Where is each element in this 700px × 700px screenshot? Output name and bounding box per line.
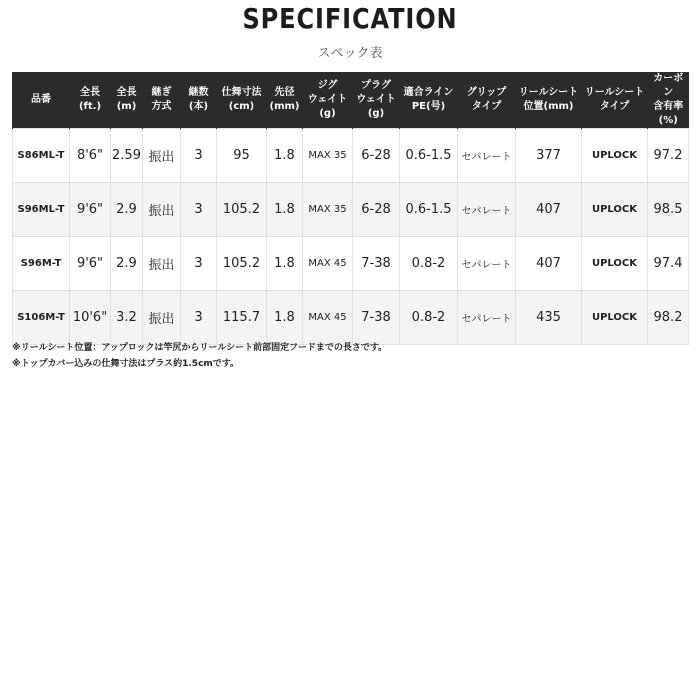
cell-carbon: 97.4	[648, 237, 689, 291]
header-length-ft: 全長 (ft.)	[70, 72, 111, 129]
cell-reel-seat-type: UPLOCK	[582, 129, 648, 183]
header-grip-type: グリップ タイプ	[458, 72, 516, 129]
cell-grip-type: セパレート	[458, 183, 516, 237]
cell-pieces: 3	[181, 183, 217, 237]
page-title: SPECIFICATION	[242, 2, 458, 35]
spec-table	[12, 72, 689, 345]
cell-length-m: 3.2	[111, 291, 143, 345]
cell-pieces: 3	[181, 129, 217, 183]
cell-tip-diameter: 1.8	[267, 237, 303, 291]
cell-length-ft: 9'6"	[70, 237, 111, 291]
cell-carbon: 98.5	[648, 183, 689, 237]
footnotes	[12, 340, 688, 372]
cell-jig-weight: MAX 45	[303, 237, 353, 291]
cell-reel-seat-type: UPLOCK	[582, 237, 648, 291]
table-row	[13, 129, 689, 183]
table-header-row	[13, 72, 689, 129]
cell-length-ft: 9'6"	[70, 183, 111, 237]
cell-reel-seat-position: 407	[516, 183, 582, 237]
header-line: 適合ライン PE(号)	[400, 72, 458, 129]
cell-joint-type: 振出	[143, 237, 181, 291]
header-jig-weight: ジグ ウェイト (g)	[303, 72, 353, 129]
cell-length-m: 2.9	[111, 183, 143, 237]
cell-line: 0.6-1.5	[400, 129, 458, 183]
cell-tip-diameter: 1.8	[267, 183, 303, 237]
cell-length-m: 2.9	[111, 237, 143, 291]
cell-grip-type: セパレート	[458, 237, 516, 291]
cell-pieces: 3	[181, 291, 217, 345]
header-closed-length: 仕舞寸法 (cm)	[217, 72, 267, 129]
cell-grip-type: セパレート	[458, 129, 516, 183]
cell-model: S86ML-T	[13, 129, 70, 183]
cell-carbon: 98.2	[648, 291, 689, 345]
cell-joint-type: 振出	[143, 183, 181, 237]
cell-model: S96ML-T	[13, 183, 70, 237]
cell-reel-seat-position: 407	[516, 237, 582, 291]
cell-closed-length: 105.2	[217, 183, 267, 237]
cell-jig-weight: MAX 35	[303, 129, 353, 183]
header-carbon: カーボン 含有率 (%)	[648, 72, 689, 129]
cell-reel-seat-position: 435	[516, 291, 582, 345]
footnote-top-cover: ※トップカバー込みの仕舞寸法はプラス約1.5cmです。	[12, 359, 240, 369]
cell-closed-length: 105.2	[217, 237, 267, 291]
cell-plug-weight: 7-38	[353, 291, 400, 345]
cell-line: 0.8-2	[400, 291, 458, 345]
cell-reel-seat-type: UPLOCK	[582, 183, 648, 237]
cell-model: S106M-T	[13, 291, 70, 345]
cell-length-ft: 8'6"	[70, 129, 111, 183]
cell-reel-seat-position: 377	[516, 129, 582, 183]
header-pieces: 継数 (本)	[181, 72, 217, 129]
header-joint-type: 継ぎ 方式	[143, 72, 181, 129]
header-reel-seat-type: リールシート タイプ	[582, 72, 648, 129]
cell-jig-weight: MAX 45	[303, 291, 353, 345]
cell-plug-weight: 6-28	[353, 129, 400, 183]
cell-jig-weight: MAX 35	[303, 183, 353, 237]
table-row	[13, 291, 689, 345]
cell-length-ft: 10'6"	[70, 291, 111, 345]
header-reel-seat-position: リールシート 位置(mm)	[516, 72, 582, 129]
table-row	[13, 183, 689, 237]
header-plug-weight: プラグ ウェイト (g)	[353, 72, 400, 129]
cell-length-m: 2.59	[111, 129, 143, 183]
header-model: 品番	[13, 72, 70, 129]
cell-tip-diameter: 1.8	[267, 291, 303, 345]
cell-reel-seat-type: UPLOCK	[582, 291, 648, 345]
cell-tip-diameter: 1.8	[267, 129, 303, 183]
cell-grip-type: セパレート	[458, 291, 516, 345]
header-tip-diameter: 先径 (mm)	[267, 72, 303, 129]
cell-plug-weight: 7-38	[353, 237, 400, 291]
cell-line: 0.8-2	[400, 237, 458, 291]
page-subtitle: スペック表	[317, 46, 383, 61]
table-row	[13, 237, 689, 291]
cell-joint-type: 振出	[143, 129, 181, 183]
cell-carbon: 97.2	[648, 129, 689, 183]
cell-line: 0.6-1.5	[400, 183, 458, 237]
footnote-reel-seat: ※リールシート位置：アップロックは竿尻からリールシート前部固定フードまでの長さです。	[12, 343, 388, 353]
cell-pieces: 3	[181, 237, 217, 291]
cell-closed-length: 95	[217, 129, 267, 183]
cell-plug-weight: 6-28	[353, 183, 400, 237]
header-length-m: 全長 (m)	[111, 72, 143, 129]
cell-closed-length: 115.7	[217, 291, 267, 345]
cell-joint-type: 振出	[143, 291, 181, 345]
cell-model: S96M-T	[13, 237, 70, 291]
